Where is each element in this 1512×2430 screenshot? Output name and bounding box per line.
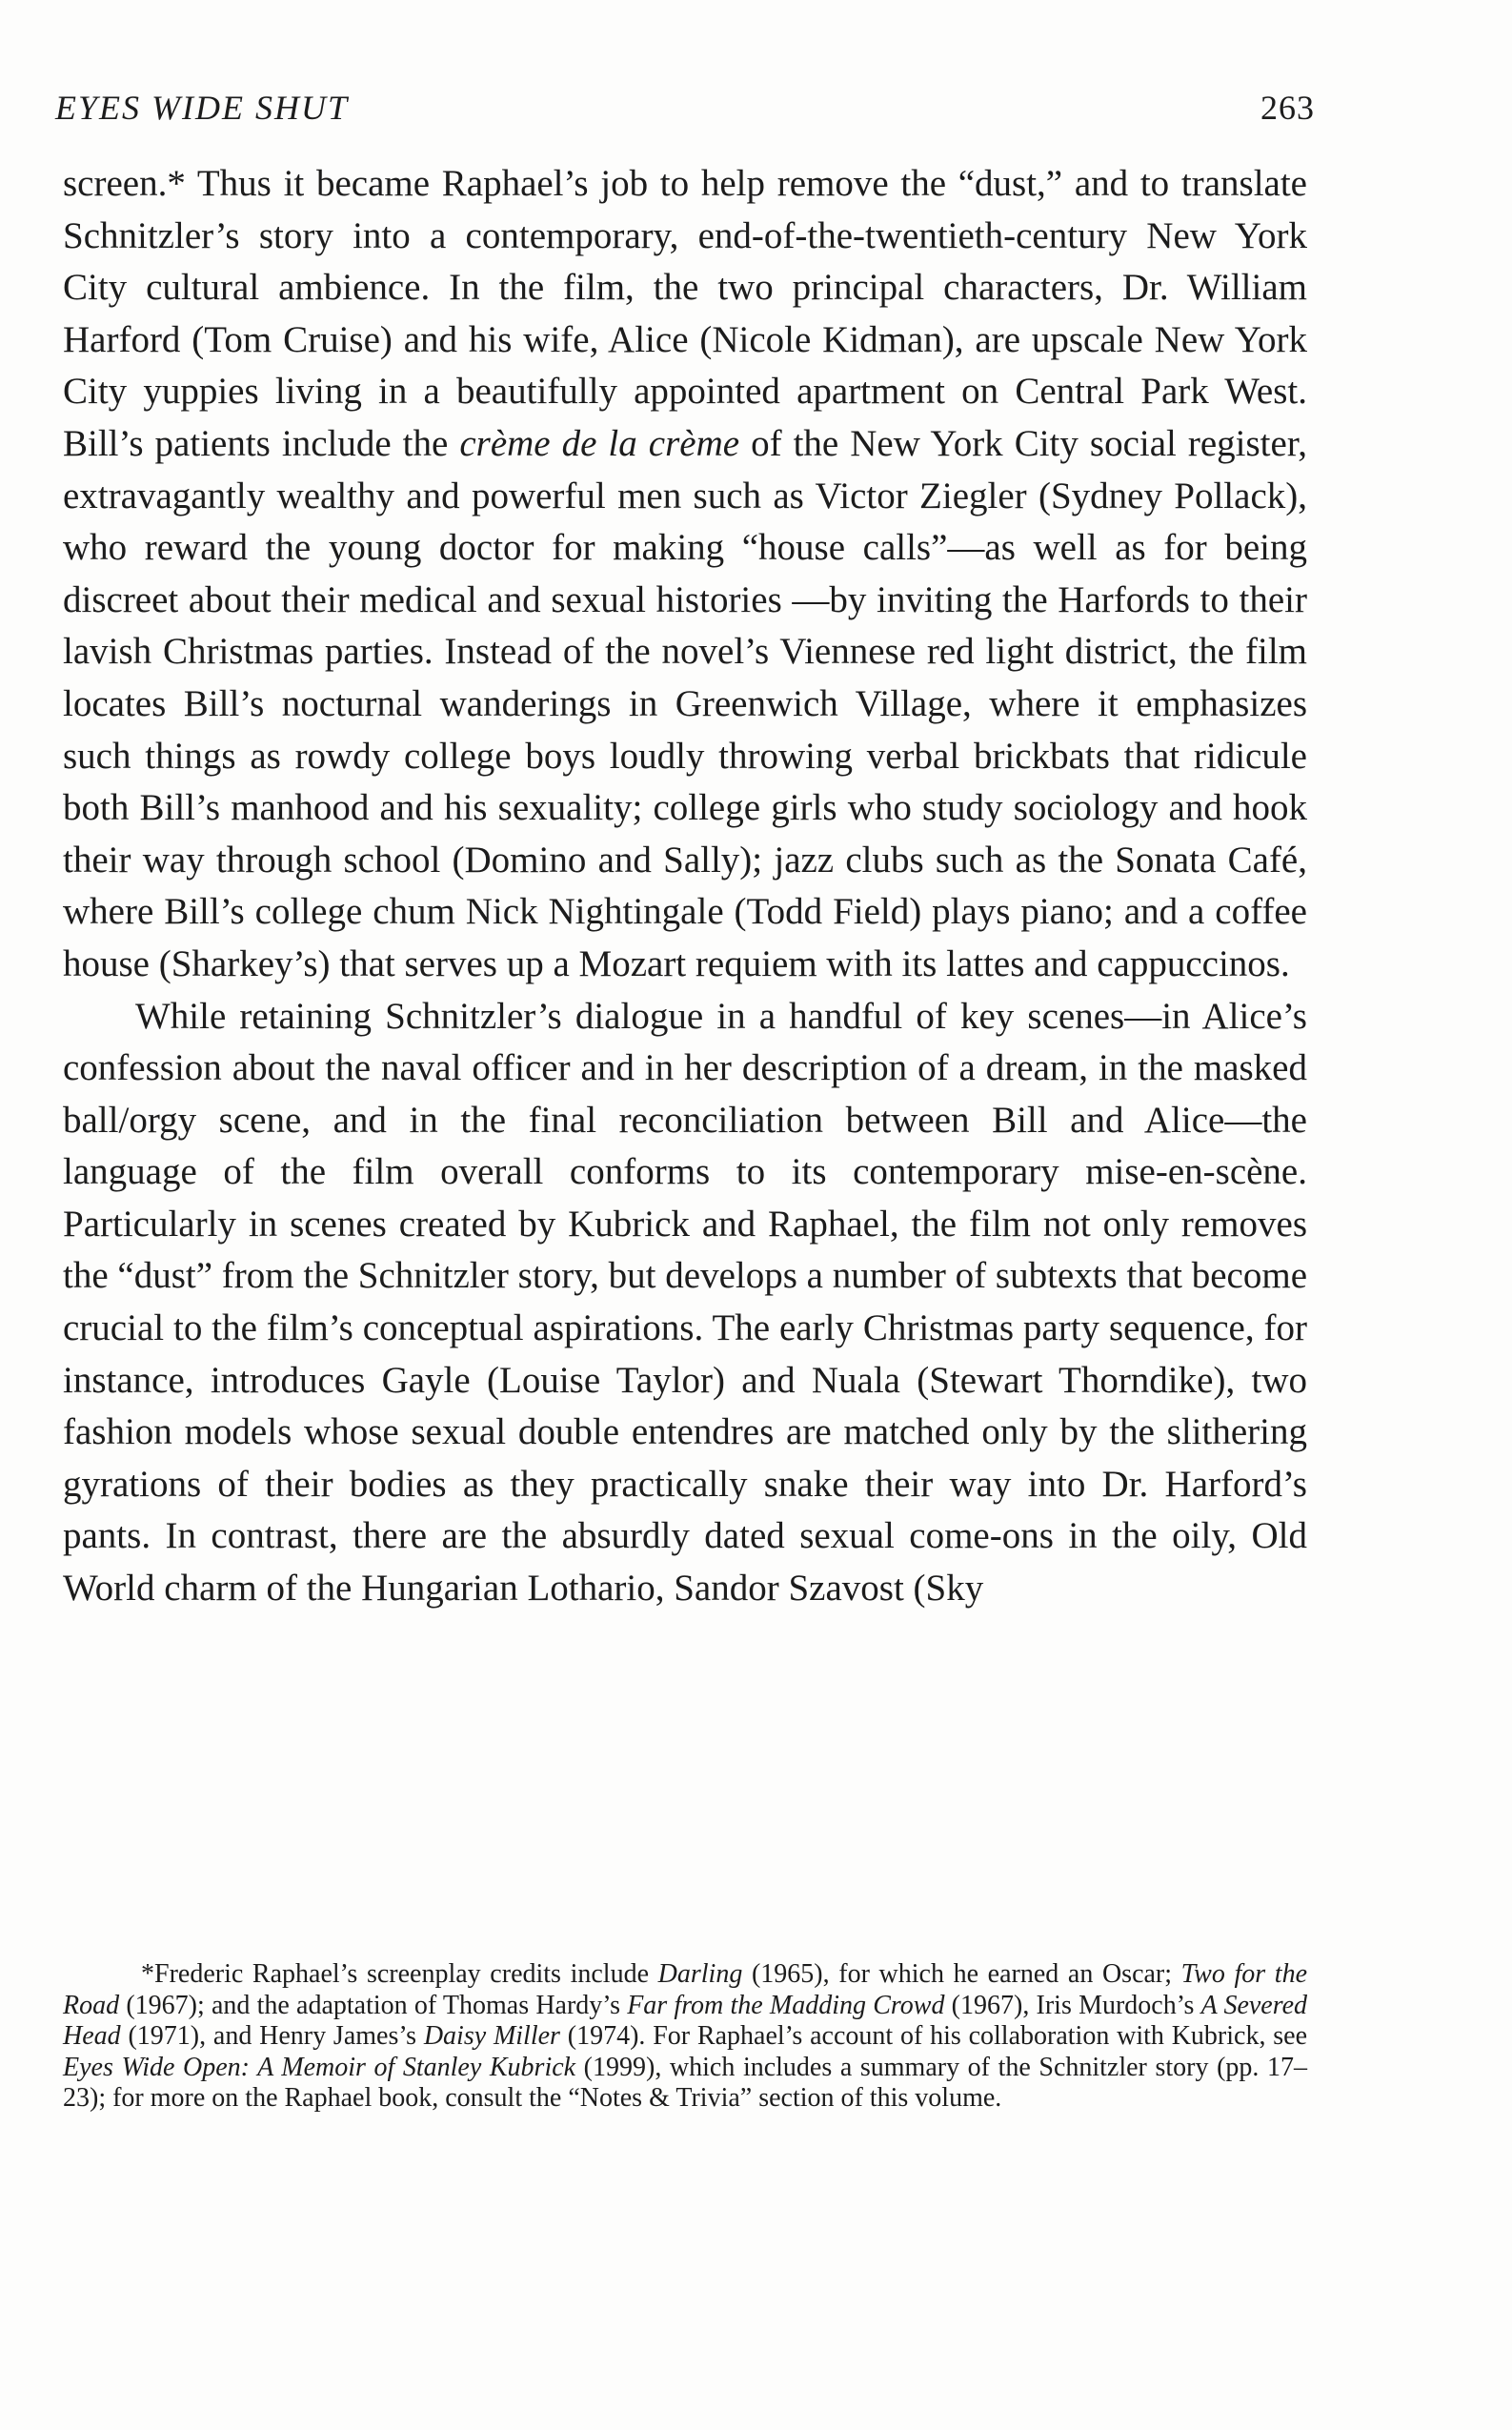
italic-title: Two for the Road bbox=[63, 1959, 1307, 2020]
page-number: 263 bbox=[1260, 89, 1315, 127]
italic-title: Far from the Madding Crowd bbox=[627, 1990, 945, 2020]
text-run: screen.* Thus it became Raphael’s job to help remove the “dust,” and to translate Schnitzler’s story into a contemporary, end-of-the-twentieth-century New York City cultural ambience. In the film, the two principal characters, Dr. William Harford (Tom Cruise) and his wife, Alice (Nicole Kidman), are upscale New York City yuppies living in a beautifully appointed apartment on Central Park West. Bill’s patients include the bbox=[63, 163, 1307, 464]
italic-title: Daisy Miller bbox=[423, 2021, 560, 2051]
italic-title: Eyes Wide Open: A Memoir of Stanley Kubrick bbox=[63, 2052, 576, 2082]
italic-title: crème de la crème bbox=[459, 422, 740, 464]
text-run: (1974). For Raphael’s account of his collaboration with Kubrick, see bbox=[559, 2021, 1308, 2051]
footnote bbox=[63, 1959, 1307, 2115]
text-run: (1965), for which he earned an Oscar; bbox=[742, 1959, 1181, 1989]
text-run: While retaining Schnitzler’s dialogue in a handful of key scenes—in Alice’s confession about the naval officer and in her description of a dream, in the masked ball/orgy scene, and in the final reconciliation between Bill and Alice—the language of the film overall conforms to its contemporary mise-en-scène. Particularly in scenes created by Kubrick and Raphael, the film not only removes the “dust” from the Schnitzler story, but develops a number of subtexts that become crucial to the film’s conceptual aspirations. The early Christmas party sequence, for instance, introduces Gayle (Louise Taylor) and Nuala (Stewart Thorndike), two fashion models whose sexual double entendres are matched only by the slithering gyrations of their bodies as they practically snake their way into Dr. Harford’s pants. In contrast, there are the absurdly dated sexual come-ons in the oily, Old World charm of the Hungarian Lothario, Sandor Szavost (Sky bbox=[63, 995, 1307, 1610]
italic-title: Darling bbox=[657, 1959, 743, 1989]
paragraph bbox=[63, 991, 1307, 1615]
text-run: (1967), Iris Murdoch’s bbox=[944, 1990, 1201, 2020]
italic-title: A Severed Head bbox=[63, 1990, 1308, 2051]
text-run: (1967); and the adaptation of Thomas Hardy’s bbox=[119, 1990, 628, 2020]
body-text bbox=[63, 158, 1307, 1615]
text-run: (1971), and Henry James’s bbox=[120, 2021, 424, 2051]
text-run: (1999), which includes a summary of the Schnitzler story (pp. 17–23); for more on the Raphael book, consult the “Notes & Trivia” section of this volume. bbox=[63, 2052, 1307, 2113]
page-header bbox=[55, 88, 1315, 145]
paragraph bbox=[63, 158, 1307, 991]
text-run: of the New York City social register, extravagantly wealthy and powerful men such as Victor Ziegler (Sydney Pollack), who reward the young doctor for making “house calls”—as well as for being discreet about their medical and sexual histories —by inviting the Harfords to their lavish Christmas parties. Instead of the novel’s Viennese red light district, the film locates Bill’s nocturnal wanderings in Greenwich Village, where it emphasizes such things as rowdy college boys loudly throwing verbal brickbats that ridicule both Bill’s manhood and his sexuality; college girls who study sociology and hook their way through school (Domino and Sally); jazz clubs such as the Sonata Café, where Bill’s college chum Nick Nightingale (Todd Field) plays piano; and a coffee house (Sharkey’s) that serves up a Mozart requiem with its lattes and cappuccinos. bbox=[63, 422, 1307, 984]
footnote-text bbox=[63, 1959, 1307, 2115]
text-run: *Frederic Raphael’s screenplay credits include bbox=[141, 1959, 658, 1989]
running-head: EYES WIDE SHUT bbox=[55, 89, 349, 127]
